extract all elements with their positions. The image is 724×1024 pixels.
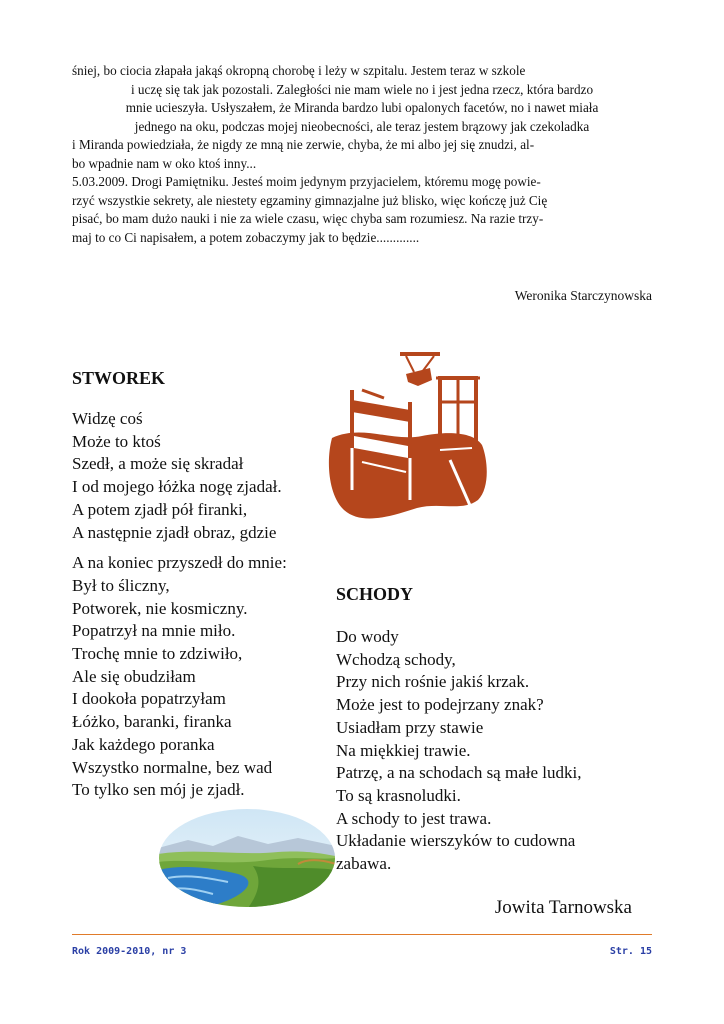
poem-line: zabawa. xyxy=(336,854,392,874)
poem-line: Układanie wierszyków to cudowna xyxy=(336,831,576,851)
bedroom-clipart-icon xyxy=(322,350,490,528)
poem-line: Trochę mnie to zdziwiło, xyxy=(72,644,243,664)
article-line: rzyć wszystkie sekrety, ale niestety egzaminy gimnazjalne już blisko, więc kończę już Cię xyxy=(72,192,548,208)
poem-line: Przy nich rośnie jakiś krzak. xyxy=(336,672,530,692)
article-line: śniej, bo ciocia złapała jakąś okropną chorobę i leży w szpitalu. Jestem teraz w szkole xyxy=(72,63,526,78)
poem-line: A potem zjadł pół firanki, xyxy=(72,499,248,519)
poem-schody xyxy=(336,626,581,876)
article-line: jednego na oku, podczas mojej nieobecności, ale teraz jestem brązowy jak czekoladka xyxy=(134,118,590,134)
article-line: bo wpadnie nam w oko ktoś inny... xyxy=(72,155,257,171)
footer-page-number: Str. 15 xyxy=(609,946,652,957)
poem-line: I od mojego łóżka nogę zjadał. xyxy=(72,477,282,497)
poem-author: Jowita Tarnowska xyxy=(494,897,632,918)
article-line: pisać, bo mam dużo nauki i nie za wiele czasu, więc chyba sam rozumiesz. Na razie trzy- xyxy=(72,211,544,226)
poem-line: Wchodzą schody, xyxy=(336,649,456,669)
poem-title-stworek: STWOREK xyxy=(72,368,166,388)
poem-line: To tylko sen mój je zjadł. xyxy=(72,780,245,800)
poem-line: I dookoła popatrzyłam xyxy=(72,689,226,709)
poem-title-schody: SCHODY xyxy=(336,584,414,604)
poem-line: Może jest to podejrzany znak? xyxy=(336,695,544,715)
poem-line: Na miękkiej trawie. xyxy=(336,740,471,760)
poem-line: Jak każdego poranka xyxy=(72,734,215,754)
poem-line: Usiadłam przy stawie xyxy=(336,717,484,737)
poem-line: A schody to jest trawa. xyxy=(336,808,492,828)
poem-line: Łóżko, baranki, firanka xyxy=(72,712,232,732)
poem-line: To są krasnoludki. xyxy=(336,785,461,805)
poem-line: Do wody xyxy=(336,627,399,646)
footer-divider xyxy=(72,934,652,935)
poem-line: Patrzę, a na schodach są małe ludki, xyxy=(336,763,582,783)
lake-landscape-clipart-icon xyxy=(158,808,336,908)
poem-line: Potworek, nie kosmiczny. xyxy=(72,598,248,618)
article-line: mnie ucieszyła. Usłyszałem, że Miranda bardzo lubi opalonych facetów, no i nawet miała xyxy=(125,100,599,115)
poem-line: Był to śliczny, xyxy=(72,575,170,595)
poem-line: A na koniec przyszedł do mnie: xyxy=(72,553,287,573)
poem-line: Ale się obudziłam xyxy=(72,666,196,686)
footer-issue: Rok 2009-2010, nr 3 xyxy=(72,946,187,957)
article-line: i Miranda powiedziała, że nigdy ze mną nie zerwie, chyba, że mi albo jej się znudzi, al- xyxy=(72,137,535,152)
article-line: 5.03.2009. Drogi Pamiętniku. Jesteś moim jedynym przyjacielem, któremu mogę powie- xyxy=(72,174,541,189)
article-line: i uczę się tak jak pozostali. Zaległości nie mam wiele no i jest jedna rzecz, która bardzo xyxy=(130,81,594,97)
poem-line: Wszystko normalne, bez wad xyxy=(72,757,273,777)
poem-line: Szedł, a może się skradał xyxy=(72,454,244,474)
poem-stworek xyxy=(72,408,287,802)
poem-line: Popatrzył na mnie miło. xyxy=(72,621,236,641)
article-text xyxy=(72,62,652,247)
poem-line: Może to ktoś xyxy=(72,431,161,451)
article-author: Weronika Starczynowska xyxy=(514,288,652,303)
article-line: maj to co Ci napisałem, a potem zobaczymy jak to będzie............. xyxy=(72,229,420,245)
poem-line: Widzę coś xyxy=(72,409,143,428)
poem-line: A następnie zjadł obraz, gdzie xyxy=(72,522,277,542)
